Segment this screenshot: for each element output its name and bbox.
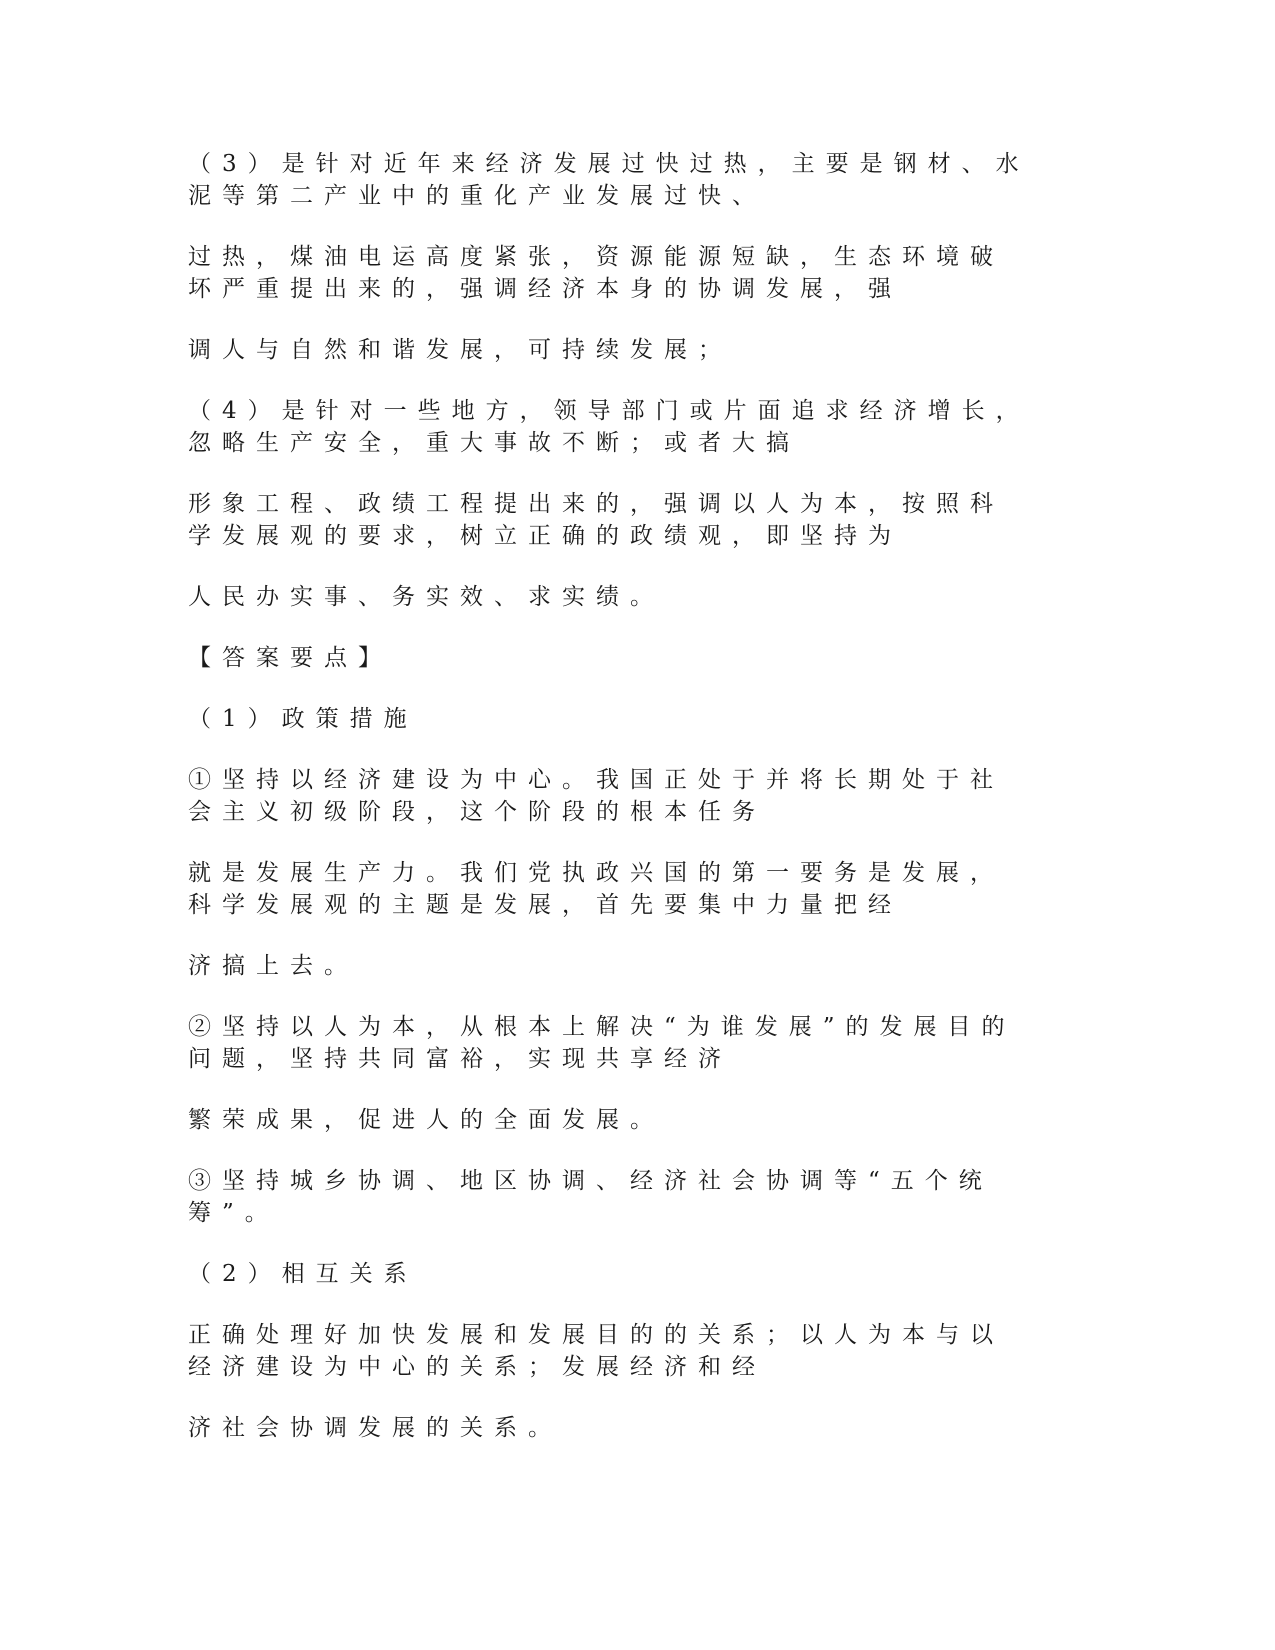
paragraph-2: [188, 241, 1098, 305]
paragraph-line: ②坚持以人为本，从根本上解决“为谁发展”的发展目的: [188, 1014, 1016, 1040]
paragraph-line: 坏严重提出来的，强调经济本身的协调发展，强: [188, 276, 902, 302]
paragraph-3: [188, 334, 1098, 366]
paragraph-line: 调人与自然和谐发展，可持续发展；: [188, 337, 732, 363]
paragraph-line: （3）是针对近年来经济发展过快过热，主要是钢材、水: [188, 151, 1030, 177]
paragraph-line: 繁荣成果，促进人的全面发展。: [188, 1107, 664, 1133]
paragraph-line: 会主义初级阶段，这个阶段的根本任务: [188, 799, 766, 825]
paragraph-measure-1: [188, 764, 1098, 828]
paragraph-4: [188, 395, 1098, 459]
subheading-policy-measures: [188, 703, 1098, 735]
paragraph-line: 问题，坚持共同富裕，实现共享经济: [188, 1046, 732, 1072]
paragraph-relations: [188, 1319, 1098, 1383]
paragraph-5: [188, 488, 1098, 552]
document-body: [188, 148, 1098, 1444]
paragraph-line: 就是发展生产力。我们党执政兴国的第一要务是发展，: [188, 860, 1004, 886]
paragraph-measure-1-end: [188, 950, 1098, 982]
paragraph-line: 科学发展观的主题是发展，首先要集中力量把经: [188, 892, 902, 918]
paragraph-line: 泥等第二产业中的重化产业发展过快、: [188, 183, 766, 209]
heading-line: 【答案要点】: [188, 645, 392, 671]
paragraph-line: 形象工程、政绩工程提出来的，强调以人为本，按照科: [188, 491, 1004, 517]
paragraph-line: 忽略生产安全，重大事故不断；或者大搞: [188, 430, 800, 456]
paragraph-1: [188, 148, 1098, 212]
paragraph-line: 学发展观的要求，树立正确的政绩观，即坚持为: [188, 523, 902, 549]
paragraph-6: [188, 581, 1098, 613]
paragraph-measure-1-cont: [188, 857, 1098, 921]
paragraph-line: （4）是针对一些地方，领导部门或片面追求经济增长，: [188, 398, 1030, 424]
paragraph-measure-3: [188, 1165, 1098, 1229]
paragraph-line: 济搞上去。: [188, 953, 358, 979]
paragraph-line: ③坚持城乡协调、地区协调、经济社会协调等“五个统: [188, 1168, 993, 1194]
subheading-mutual-relations: [188, 1258, 1098, 1290]
paragraph-line: 过热，煤油电运高度紧张，资源能源短缺，生态环境破: [188, 244, 1004, 270]
paragraph-line: 济社会协调发展的关系。: [188, 1415, 562, 1441]
paragraph-measure-2: [188, 1011, 1098, 1075]
paragraph-measure-2-end: [188, 1104, 1098, 1136]
section-heading-answer-points: [188, 642, 1098, 674]
paragraph-line: 人民办实事、务实效、求实绩。: [188, 584, 664, 610]
heading-line: （2）相互关系: [188, 1261, 418, 1287]
paragraph-relations-end: [188, 1412, 1098, 1444]
paragraph-line: 正确处理好加快发展和发展目的的关系；以人为本与以: [188, 1322, 1004, 1348]
paragraph-line: 筹”。: [188, 1200, 279, 1226]
heading-line: （1）政策措施: [188, 706, 418, 732]
paragraph-line: ①坚持以经济建设为中心。我国正处于并将长期处于社: [188, 767, 1004, 793]
paragraph-line: 经济建设为中心的关系；发展经济和经: [188, 1354, 766, 1380]
